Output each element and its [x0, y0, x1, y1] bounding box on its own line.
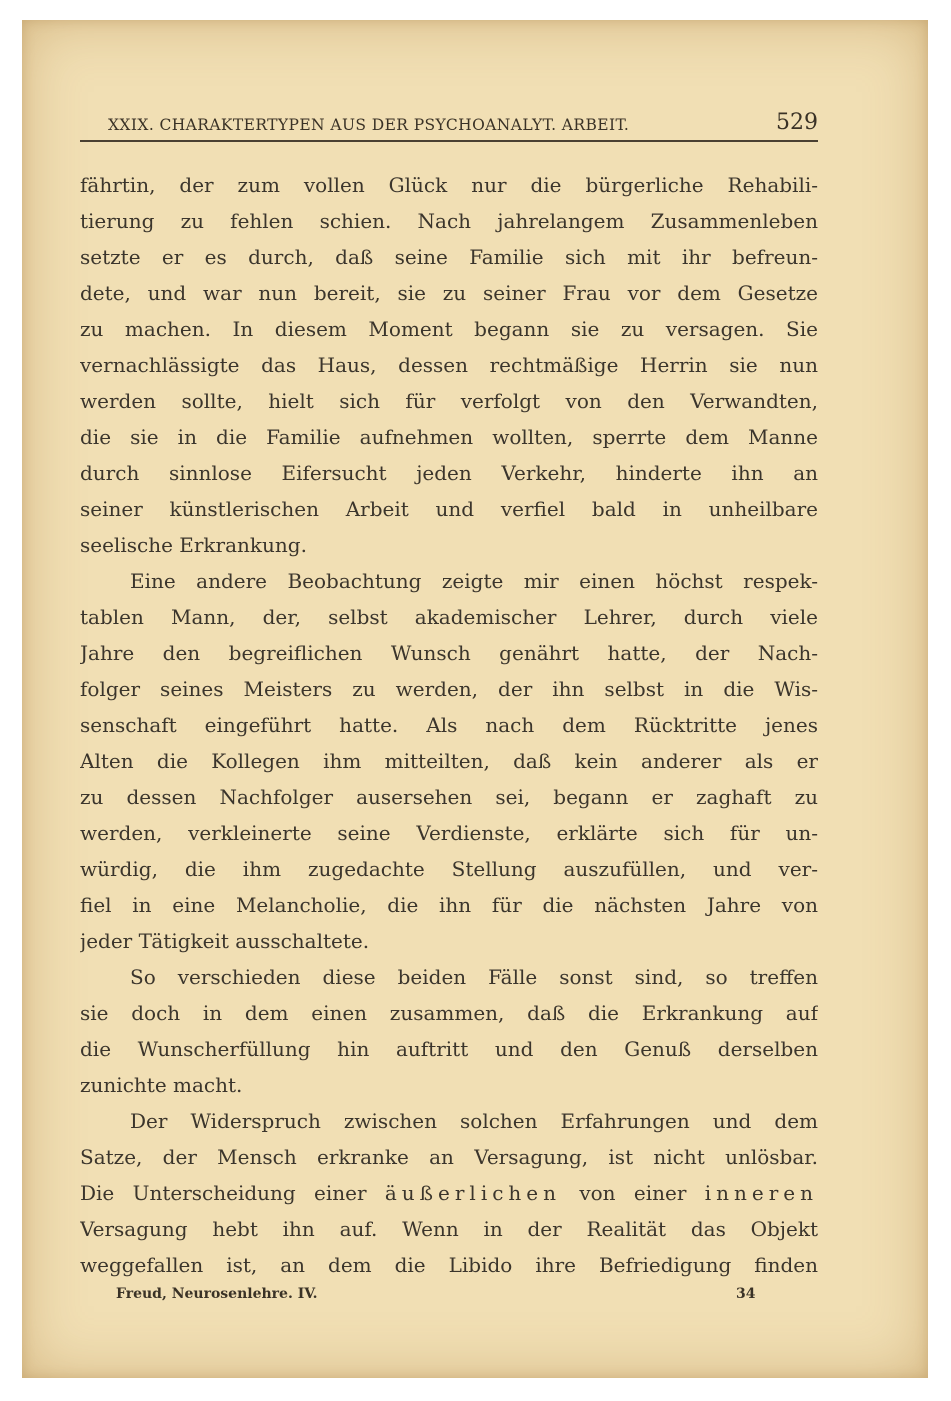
text-line: Versagung hebt ihn auf. Wenn in der Realität das Objekt	[80, 1217, 818, 1241]
chapter-title: XXIX. CHARAKTERTYPEN AUS DER PSYCHOANALYT. ARBEIT.	[108, 116, 630, 134]
emphasized-word: äußerlichen	[384, 1181, 562, 1205]
text-line: Satze, der Mensch erkranke an Versagung, ist nicht unlösbar.	[80, 1145, 818, 1169]
text-line: durch sinnlose Eifersucht jeden Verkehr, hinderte ihn an	[80, 461, 818, 485]
signature-footer: Freud, Neurosenlehre. IV.	[116, 1286, 318, 1302]
text-line: seelische Erkrankung.	[80, 533, 307, 557]
text-line: zu machen. In diesem Moment begann sie zu versagen. Sie	[80, 317, 818, 341]
text-line: Alten die Kollegen ihm mitteilten, daß kein anderer als er	[80, 749, 818, 773]
text-line-spaced	[80, 1178, 818, 1208]
text-line: zu dessen Nachfolger ausersehen sei, begann er zaghaft zu	[80, 785, 818, 809]
text-line: senschaft eingeführt hatte. Als nach dem Rücktritte jenes	[80, 713, 818, 737]
sheet-number: 34	[736, 1286, 756, 1302]
text-line: jeder Tätigkeit ausschaltete.	[80, 929, 370, 953]
text-line: werden sollte, hielt sich für verfolgt von den Verwandten,	[80, 389, 818, 413]
text-line: die Wunscherfüllung hin auftritt und den Genuß derselben	[80, 1037, 818, 1061]
text-segment: Die Unterscheidung einer	[80, 1181, 385, 1205]
text-line: seiner künstlerischen Arbeit und verfiel bald in unheilbare	[80, 497, 818, 521]
text-line: würdig, die ihm zugedachte Stellung auszufüllen, und ver-	[80, 857, 818, 881]
text-line: zunichte macht.	[80, 1073, 243, 1097]
text-line: tierung zu fehlen schien. Nach jahrelangem Zusammenleben	[80, 209, 818, 233]
text-line: werden, verkleinerte seine Verdienste, erklärte sich für un-	[80, 821, 818, 845]
text-line: vernachlässigte das Haus, dessen rechtmäßige Herrin sie nun	[80, 353, 818, 377]
text-line: folger seines Meisters zu werden, der ihn selbst in die Wis-	[80, 677, 818, 701]
text-line: Jahre den begreiflichen Wunsch genährt hatte, der Nach-	[80, 641, 818, 665]
text-line: weggefallen ist, an dem die Libido ihre Befriedigung finden	[80, 1253, 818, 1277]
text-line: die sie in die Familie aufnehmen wollten, sperrte dem Manne	[80, 425, 818, 449]
text-line: setzte er es durch, daß seine Familie sich mit ihr befreun-	[80, 245, 818, 269]
text-line: So verschieden diese beiden Fälle sonst sind, so treffen	[130, 965, 818, 989]
running-header	[108, 106, 818, 140]
page-number: 529	[776, 110, 818, 135]
text-line: tablen Mann, der, selbst akademischer Lehrer, durch viele	[80, 605, 818, 629]
text-line: dete, und war nun bereit, sie zu seiner Frau vor dem Gesetze	[80, 281, 818, 305]
text-line: fiel in eine Melancholie, die ihn für die nächsten Jahre von	[80, 893, 818, 917]
text-line: sie doch in dem einen zusammen, daß die Erkrankung auf	[80, 1001, 818, 1025]
text-line: Eine andere Beobachtung zeigte mir einen höchst respek-	[130, 569, 818, 593]
text-segment: von einer	[561, 1181, 705, 1205]
text-line: fährtin, der zum vollen Glück nur die bürgerliche Rehabili-	[80, 173, 818, 197]
text-line: Der Widerspruch zwischen solchen Erfahrungen und dem	[130, 1109, 818, 1133]
header-rule	[80, 140, 818, 142]
emphasized-word: inneren	[704, 1181, 818, 1205]
